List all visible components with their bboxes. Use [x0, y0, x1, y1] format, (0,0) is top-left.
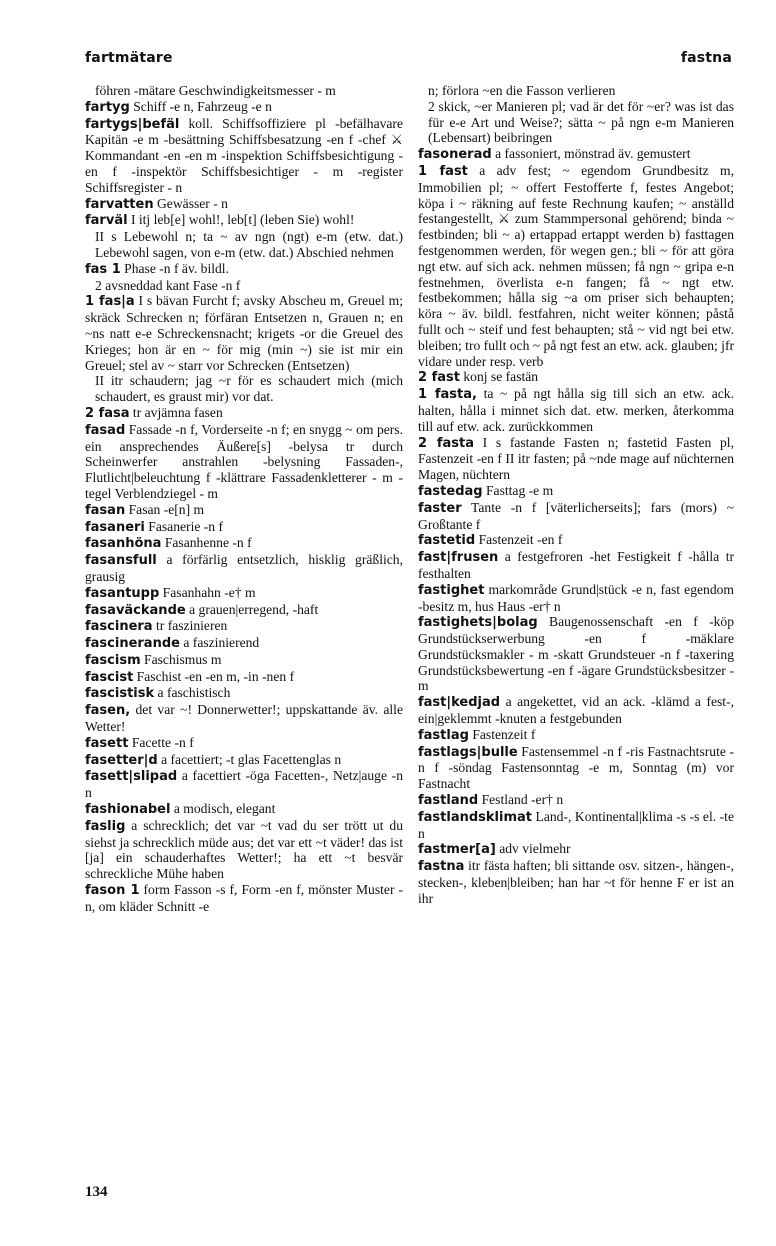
entry-definition: Tante -n f [väterlicherseits]; fars (mors) ~ Großtante f: [418, 499, 734, 532]
dictionary-entry: [418, 858, 734, 906]
dictionary-entry: [85, 882, 403, 915]
entry-definition: Schiff -e n, Fahrzeug -e n: [129, 98, 272, 114]
headword: fashionabel: [85, 802, 171, 818]
entry-definition: det var ~! Donnerwetter!; uppskattande äv. alle Wetter!: [85, 702, 403, 735]
entry-definition: a angekettet, vid an ack. -klämd a fest-, ein|geklemmt -knuten a festgebunden: [418, 694, 734, 727]
headword: 2 fasta: [418, 435, 474, 451]
entry-definition: Fastenzeit f: [468, 726, 536, 742]
entry-definition: Fasanerie -n f: [144, 518, 224, 534]
headword: fartyg: [85, 99, 130, 115]
dictionary-entry: [85, 293, 403, 373]
dictionary-entry: [85, 116, 403, 196]
dictionary-entry: [418, 549, 734, 582]
dictionary-entry: [85, 768, 403, 801]
headword: fasan: [85, 502, 126, 518]
headword: fascinerande: [85, 636, 180, 652]
headword: fastedag: [418, 483, 483, 499]
dictionary-entry: [418, 582, 734, 615]
headword: fasantupp: [85, 585, 160, 601]
headword: faster: [418, 500, 462, 516]
dictionary-entry: [418, 809, 734, 842]
headword: farväl: [85, 213, 128, 229]
entry-definition: a modisch, elegant: [170, 801, 276, 817]
dictionary-entry: [85, 585, 403, 602]
entry-definition: II itr schaudern; jag ~r för es schaudert mich (mich schaudert, es graust mir) vor dat.: [95, 373, 403, 405]
dictionary-entry: [418, 99, 734, 146]
dictionary-entry: [418, 614, 734, 694]
entry-definition: itr fästa haften; bli sittande osv. sitzen-, hängen-, stecken-, kleben|bleiben; han har ~t för henne F er ist an ihr: [418, 858, 734, 906]
dictionary-entry: [85, 818, 403, 882]
dictionary-entry: [85, 685, 403, 702]
dictionary-entry: [85, 519, 403, 536]
entry-definition: ta ~ på ngt hålla sig till sich an etw. ack. halten, hålla i minnet sich dat. etw. merken, återkomma till auf etw. ack. zurückkommen: [418, 386, 734, 434]
entry-definition: I itj leb[e] wohl!, leb[t] (leben Sie) wohl!: [127, 212, 355, 228]
dictionary-entry: [85, 735, 403, 752]
dictionary-entry: [418, 841, 734, 858]
headword: fas 1: [85, 261, 121, 277]
entry-definition: Fasanhenne -n f: [161, 535, 252, 551]
entry-definition: Fassade -n f, Vorderseite -n f; en snygg ~ om pers. ein ansprechendes Äußere[s] -belysa tr durch Scheinwerfer anstrahlen -belysning Fassaden-, Flutlicht|beleuchtung f -klättrare Fassadenkletterer - m -tegel Verblendziegel - m: [85, 421, 403, 501]
dictionary-entry: [85, 229, 403, 261]
dictionary-entry: [85, 669, 403, 686]
headword: fascism: [85, 652, 141, 668]
dictionary-entry: [85, 196, 403, 213]
dictionary-entry: [418, 694, 734, 727]
headword: fasanhöna: [85, 536, 162, 552]
dictionary-entry: [85, 212, 403, 229]
headword: fast|frusen: [418, 550, 499, 566]
dictionary-entry: [85, 422, 403, 502]
headword: fastlandsklimat: [418, 809, 532, 825]
entry-definition: koll. Schiffsoffiziere pl -befälhavare Kapitän -e m -besättning Schiffsbesatzung -en f -chef ⚔ Kommandant -en -en m -inspektion Schiffsbesichtigung -en f -inspektör Schiffsbesichtiger - m -register Schiffsregister - n: [85, 115, 403, 195]
headword: fasetter|d: [85, 752, 158, 768]
entry-definition: Fasttag -e m: [482, 482, 554, 498]
headword: fastetid: [418, 533, 476, 549]
entry-definition: Facette -n f: [128, 734, 194, 750]
dictionary-entry: [85, 618, 403, 635]
entry-definition: a förfärlig entsetzlich, hisklig gräßlich, grausig: [85, 552, 403, 584]
entry-definition: a grauen|erregend, -haft: [185, 601, 319, 617]
entry-definition: a faszinierend: [179, 635, 260, 651]
headword: fasaväckande: [85, 602, 186, 618]
headword: fascistisk: [85, 686, 155, 702]
entry-definition: a facettiert; -t glas Facettenglas n: [157, 751, 342, 767]
dictionary-entry: [418, 483, 734, 500]
entry-definition: a schrecklich; det var ~t vad du ser trött ut du siehst ja schrecklich müde aus; det var ett ~t väder! das ist [ja] ein schauderhaftes Wetter!; ha ett ~t besvär schreckliche Mühe haben: [85, 817, 403, 882]
entry-definition: Fastenzeit -en f: [475, 532, 563, 548]
headword: fartygs|befäl: [85, 116, 180, 132]
headword: farvatten: [85, 196, 154, 212]
headword: fascist: [85, 669, 134, 685]
dictionary-entry: [418, 727, 734, 744]
headword: fasen,: [85, 703, 131, 719]
entry-definition: Land-, Kontinental|klima -s -s el. -te n: [418, 808, 734, 841]
entry-definition: a adv fest; ~ egendom Grundbesitz m, Immobilien pl; ~ offert Festofferte f, festes Angebot; köpa i ~ räkning auf feste Rechnung kaufen; ~ anställd festangestellt, ⚔ zum Stammpersonal gehörend; binda ~ festbinden; bli ~ a) ertappad ertappt werden b) fasttagen festgenommen werden, för wegen gen.; bli ~ för att göra ngt etw. auf sich ack. nehmen müssen; få ngn ~ gripa e-n festnehmen, överlista e-n fangen; få ~ ngt etw. festbekommen; hålla sig ~a om priser sich behaupten; köra ~ äv. bildl. festfahren, nicht weiter können; påstå fullt och ~ steif und fest behaupten; stå ~ vid ngt bei etw. bleiben; tro fullt och ~ på ngt fest an etw. ack. glauben; jfr vidare under resp. verb: [418, 162, 735, 369]
headword: fastlag: [418, 727, 469, 743]
entry-definition: Gewässer - n: [153, 195, 228, 211]
entry-definition: a fassoniert, mönstrad äv. gemustert: [491, 146, 691, 162]
headword: 1 fast: [418, 163, 468, 179]
entry-definition: Faschismus m: [140, 651, 222, 667]
left-column: [85, 83, 403, 915]
dictionary-entry: [418, 532, 734, 549]
headword: fasonerad: [418, 147, 492, 163]
entry-definition: a faschistisch: [154, 685, 231, 701]
headword: fastna: [418, 859, 465, 875]
headword: fastighet: [418, 582, 485, 598]
headword: fast|kedjad: [418, 695, 501, 711]
entry-definition: a festgefroren -het Festigkeit f -hålla tr festhalten: [418, 549, 734, 581]
entry-definition: föhren -mätare Geschwindigkeitsmesser - m: [95, 83, 336, 98]
headword: fascinera: [85, 619, 153, 635]
dictionary-entry: [85, 261, 403, 278]
headword: fasansfull: [85, 553, 157, 569]
entry-definition: tr avjämna fasen: [129, 404, 223, 420]
entry-definition: n; förlora ~en die Fasson verlieren: [428, 83, 616, 98]
headword: fastighets|bolag: [418, 615, 538, 631]
entry-definition: Fasanhahn -e† m: [159, 584, 256, 600]
entry-definition: adv vielmehr: [495, 841, 571, 857]
dictionary-entry: [85, 535, 403, 552]
entry-definition: Phase -n f äv. bildl.: [120, 260, 229, 276]
dictionary-entry: [85, 278, 403, 294]
entry-definition: 2 avsneddad kant Fase -n f: [95, 277, 241, 293]
headword: fastlags|bulle: [418, 744, 518, 760]
entry-definition: tr faszinieren: [152, 618, 228, 634]
entry-definition: markområde Grund|stück -e n, fast egendom -besitz m, hus Haus -er† n: [418, 581, 734, 614]
dictionary-entry: [85, 405, 403, 422]
headword: 2 fasa: [85, 405, 130, 421]
dictionary-entry: [85, 602, 403, 619]
headword: fasett|slipad: [85, 769, 178, 785]
entry-definition: Faschist -en -en m, -in -nen f: [133, 668, 295, 684]
entry-definition: II s Lebewohl n; ta ~ av ngn (ngt) e-m (etw. dat.) Lebewohl sagen, von e-m (etw. dat.) Abschied nehmen: [95, 229, 403, 260]
headword: fasad: [85, 422, 126, 438]
headword: fasett: [85, 735, 129, 751]
headword: faslig: [85, 818, 126, 834]
entry-definition: a facettiert -öga Facetten-, Netz|auge -n n: [85, 768, 403, 801]
entry-definition: I s fastande Fasten n; fastetid Fasten pl, Fastenzeit -en f II itr fasten; på ~nde mage auf nüchternen Magen, nüchtern: [418, 434, 734, 483]
entry-definition: Fasan -e[n] m: [125, 501, 205, 517]
entry-definition: Fastensemmel -n f -ris Fastnachtsrute -n f -söndag Fastensonntag -e m, Sonntag (m) vor Fastnacht: [418, 743, 734, 792]
dictionary-entry: [418, 386, 734, 434]
headword: 1 fasta,: [418, 387, 477, 403]
headword: fastmer[a]: [418, 842, 496, 858]
dictionary-entry: [85, 652, 403, 669]
dictionary-entry: [85, 502, 403, 519]
dictionary-entry: [418, 792, 734, 809]
headword: 1 fas|a: [85, 294, 135, 310]
entry-definition: Baugenossenschaft -en f -köp Grundstückserwerbung -en f -mäklare Grundstücksmakler - m -skatt Grundsteuer -n f -taxering Grundstücksbewertung -en f -ägare Grundstücksbesitzer - m: [418, 614, 734, 694]
dictionary-entry: [418, 369, 734, 386]
dictionary-entry: [85, 752, 403, 769]
right-column: [418, 83, 734, 907]
entry-definition: form Fasson -s f, Form -en f, mönster Muster - n, om kläder Schnitt -e: [85, 882, 403, 914]
dictionary-entry: [418, 500, 734, 533]
dictionary-entry: [85, 801, 403, 818]
dictionary-entry: [418, 744, 734, 792]
dictionary-entry: [418, 146, 734, 163]
headword: fason 1: [85, 883, 140, 899]
dictionary-entry: [85, 702, 403, 735]
dictionary-entry: [418, 435, 734, 483]
running-head-right: fastna: [680, 50, 732, 66]
page-number: 134: [85, 1184, 108, 1200]
running-head-left: fartmätare: [85, 50, 173, 66]
dictionary-entry: [418, 83, 734, 99]
dictionary-entry: [85, 99, 403, 116]
headword: fasaneri: [85, 519, 145, 535]
entry-definition: Festland -er† n: [478, 792, 564, 808]
dictionary-entry: [85, 373, 403, 405]
dictionary-entry: [85, 83, 403, 99]
headword: fastland: [418, 793, 479, 809]
entry-definition: I s bävan Furcht f; avsky Abscheu m, Greuel m; skräck Schrecken n; förfäran Entsetzen n, Grauen n; en ~ns natt e-e Schreckensnacht; krigets -or die Greuel des Krieges; hon är en ~ för mig (min ~) sie ist mir ein Greuel; stel av ~ starr vor Schrecken (Entsetzen): [85, 293, 403, 373]
dictionary-entry: [85, 635, 403, 652]
dictionary-entry: [418, 163, 734, 369]
dictionary-entry: [85, 552, 403, 585]
entry-definition: 2 skick, ~er Manieren pl; vad är det för ~er? was ist das für e-e Art und Weise?; sätta ~ på ngn e-m Manieren (Lebensart) beibringen: [428, 98, 734, 146]
headword: 2 fast: [418, 370, 460, 386]
entry-definition: konj se fastän: [459, 369, 539, 385]
